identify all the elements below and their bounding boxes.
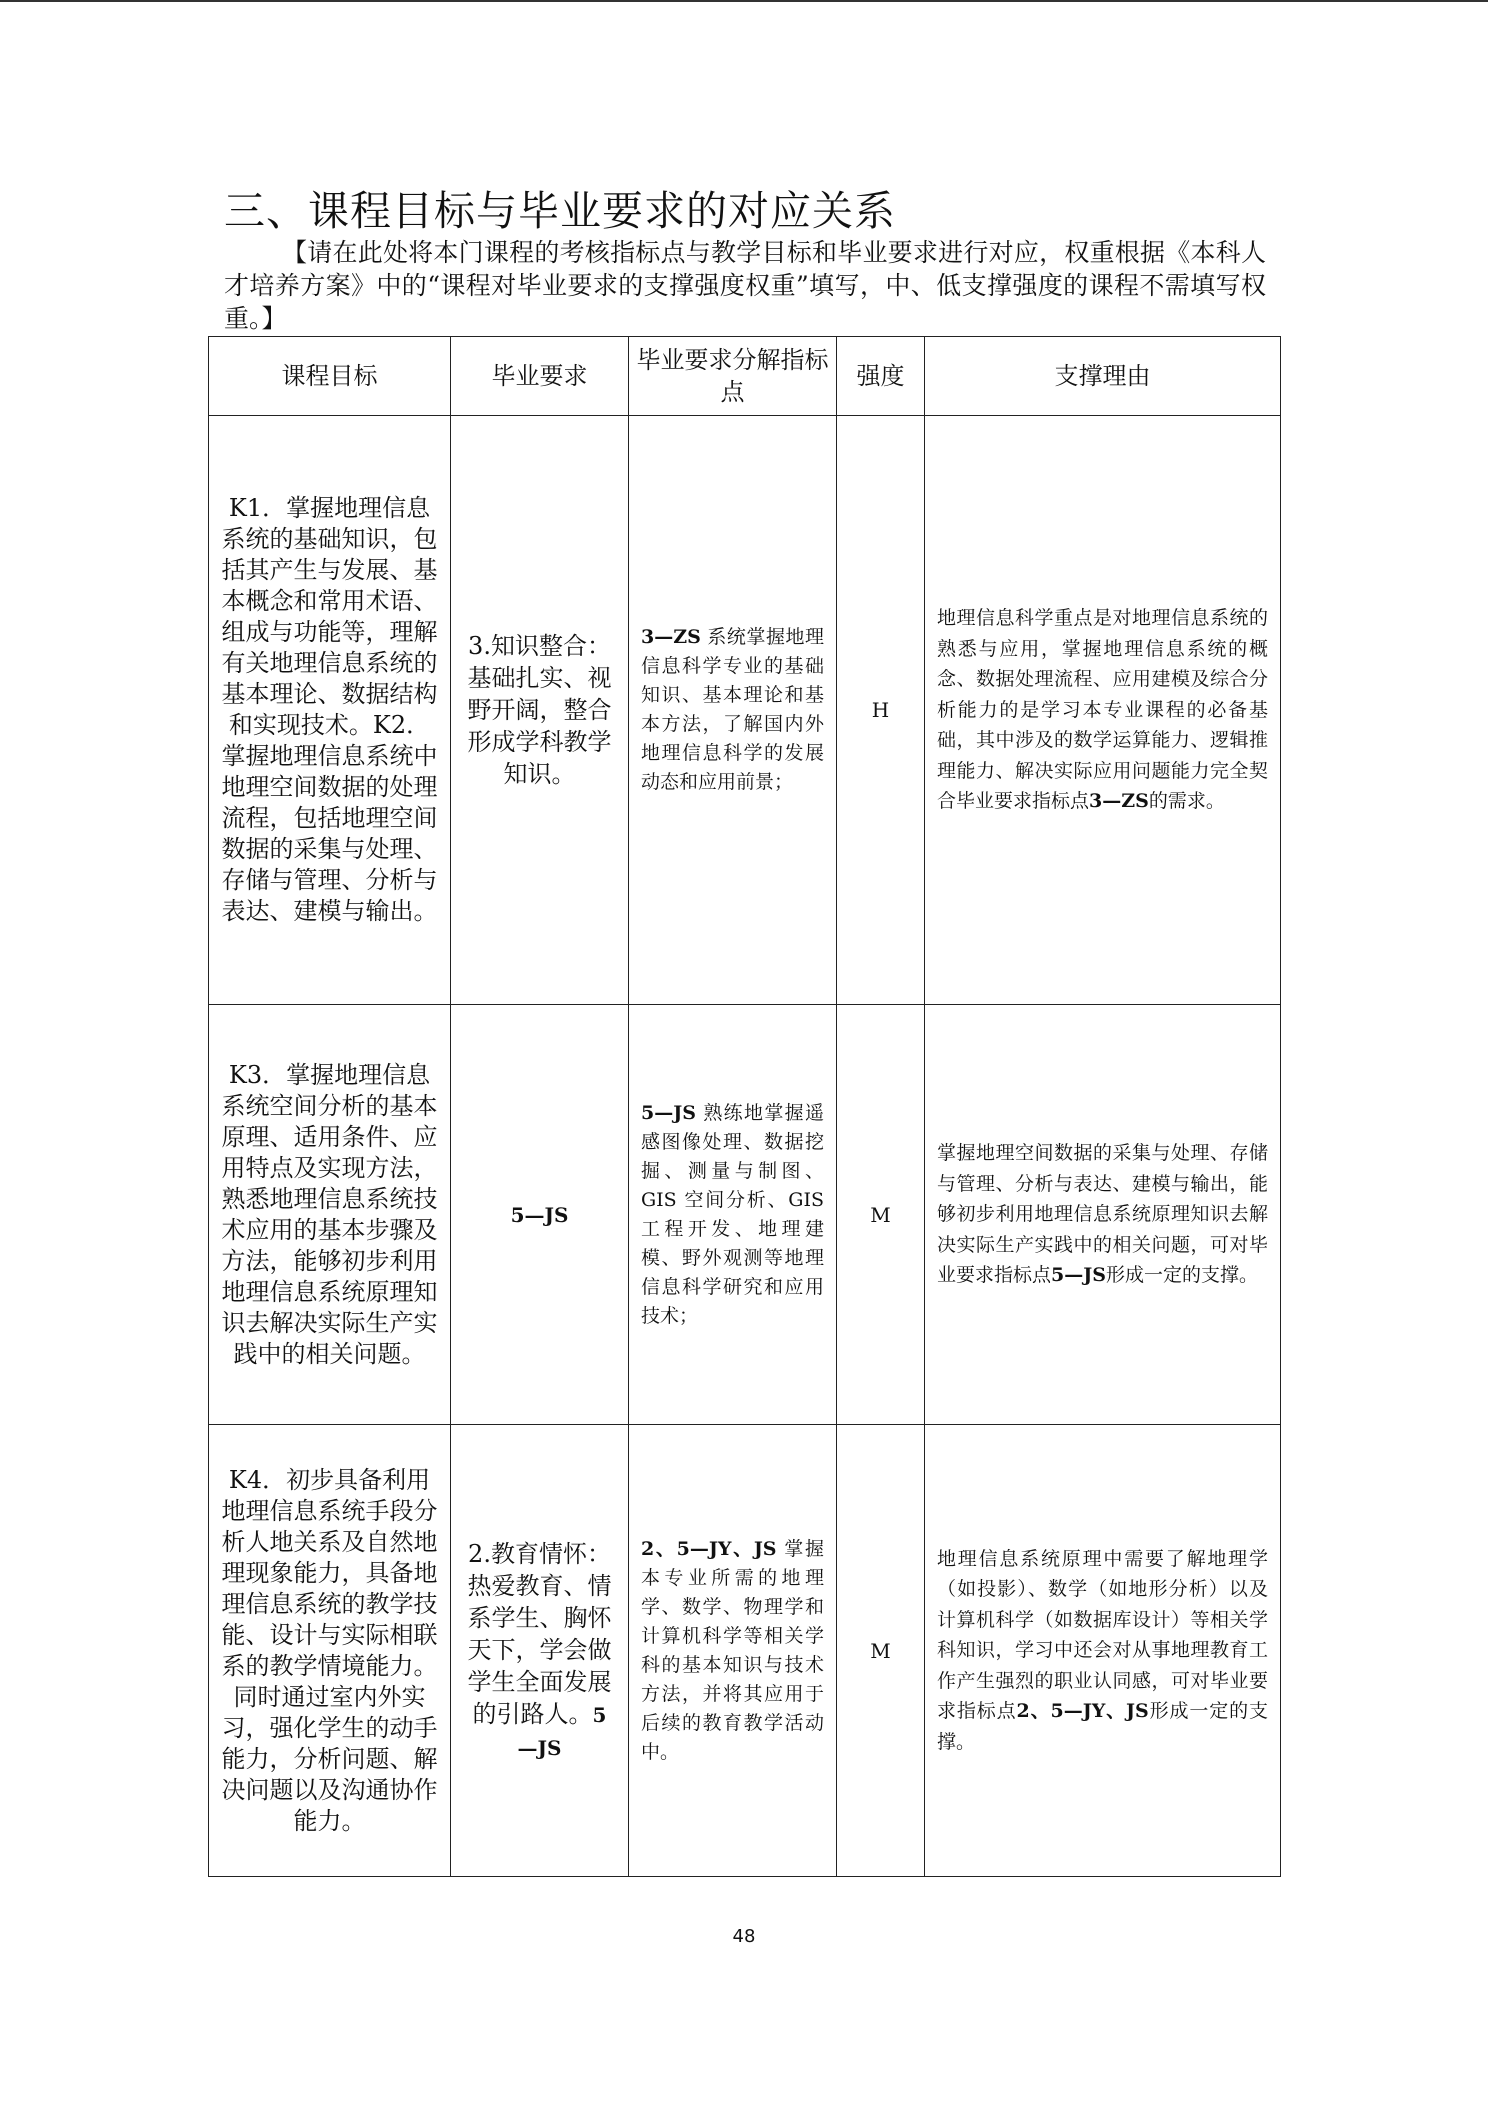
header-strength: 强度	[837, 337, 925, 416]
header-point: 毕业要求分解指标点	[629, 337, 837, 416]
reason-text: 掌握地理空间数据的采集与处理、存储与管理、分析与表达、建模与输出，能够初步利用地理信息系统原理知识去解决实际生产实践中的相关问题，可对毕业要求指标点	[937, 1142, 1268, 1287]
header-requirement: 毕业要求	[451, 337, 629, 416]
reason-cell	[925, 1005, 1281, 1425]
reason-tail: 形成一定的支撑。	[937, 1700, 1268, 1753]
point-text: 熟练地掌握遥感图像处理、数据挖掘、测量与制图、GIS 空间分析、GIS 工程开发、地理建模、野外观测等地理信息科学研究和应用技术；	[641, 1101, 824, 1327]
reason-cell	[925, 1425, 1281, 1877]
goal-cell: K3．掌握地理信息系统空间分析的基本原理、适用条件、应用特点及实现方法，熟悉地理信息系统技术应用的基本步骤及方法，能够初步利用地理信息系统原理知识去解决实际生产实践中的相关问题。	[209, 1005, 451, 1425]
reason-code: 2、5—JY、JS	[1016, 1700, 1149, 1723]
requirement-cell: 5—JS	[451, 1005, 629, 1425]
point-code: 2、5—JY、JS	[641, 1537, 777, 1560]
requirement-cell	[451, 1425, 629, 1877]
strength-cell: H	[837, 416, 925, 1005]
point-code: 5—JS	[641, 1101, 696, 1124]
reason-cell	[925, 416, 1281, 1005]
reason-text: 地理信息系统原理中需要了解地理学（如投影）、数学（如地形分析）以及计算机科学（如数据库设计）等相关学科知识，学习中还会对从事地理教育工作产生强烈的职业认同感，可对毕业要求指标点	[937, 1547, 1268, 1723]
table-row	[209, 1425, 1281, 1877]
section-title: 三、课程目标与毕业要求的对应关系	[224, 187, 896, 235]
goal-cell: K1．掌握地理信息系统的基础知识，包括其产生与发展、基本概念和常用术语、组成与功能等，理解有关地理信息系统的基本理论、数据结构和实现技术。K2．掌握地理信息系统中地理空间数据的处理流程，包括地理空间数据的采集与处理、存储与管理、分析与表达、建模与输出。	[209, 416, 451, 1005]
goal-cell: K4．初步具备利用地理信息系统手段分析人地关系及自然地理现象能力，具备地理信息系统的教学技能、设计与实际相联系的教学情境能力。同时通过室内外实习，强化学生的动手能力，分析问题、解决问题以及沟通协作能力。	[209, 1425, 451, 1877]
point-text: 掌握本专业所需的地理学、数学、物理学和计算机科学等相关学科的基本知识与技术方法，并将其应用于后续的教育教学活动中。	[641, 1537, 824, 1763]
page-top-border	[0, 0, 1488, 2]
requirement-cell: 3.知识整合：基础扎实、视野开阔，整合形成学科教学知识。	[451, 416, 629, 1005]
reason-code: 3—ZS	[1089, 790, 1149, 813]
point-code: 3—ZS	[641, 626, 701, 648]
table-header-row	[209, 337, 1281, 416]
point-text: 系统掌握地理信息科学专业的基础知识、基本理论和基本方法，了解国内外地理信息科学的发展动态和应用前景；	[641, 626, 824, 793]
requirement-text: 2.教育情怀：热爱教育、情系学生、胸怀天下，学会做学生全面发展的引路人。	[467, 1539, 612, 1728]
point-cell	[629, 1005, 837, 1425]
strength-cell: M	[837, 1005, 925, 1425]
reason-tail: 的需求。	[1148, 790, 1225, 813]
header-reason: 支撑理由	[925, 337, 1281, 416]
requirement-code: 5—JS	[517, 1702, 607, 1760]
page-number: 48	[732, 1926, 756, 1947]
header-goal: 课程目标	[209, 337, 451, 416]
strength-cell: M	[837, 1425, 925, 1877]
point-cell	[629, 416, 837, 1005]
table-row	[209, 416, 1281, 1005]
reason-code: 5—JS	[1051, 1264, 1106, 1287]
reason-text: 地理信息科学重点是对地理信息系统的熟悉与应用，掌握地理信息系统的概念、数据处理流程、应用建模及综合分析能力的是学习本专业课程的必备基础，其中涉及的数学运算能力、逻辑推理能力、解决实际应用问题能力完全契合毕业要求指标点	[937, 607, 1268, 813]
instruction-note: 【请在此处将本门课程的考核指标点与教学目标和毕业要求进行对应，权重根据《本科人才培养方案》中的“课程对毕业要求的支撑强度权重”填写，中、低支撑强度的课程不需填写权重。】	[224, 238, 1266, 333]
table-row	[209, 1005, 1281, 1425]
reason-tail: 形成一定的支撑。	[1105, 1264, 1258, 1287]
objectives-requirements-table	[208, 336, 1281, 1877]
point-cell	[629, 1425, 837, 1877]
